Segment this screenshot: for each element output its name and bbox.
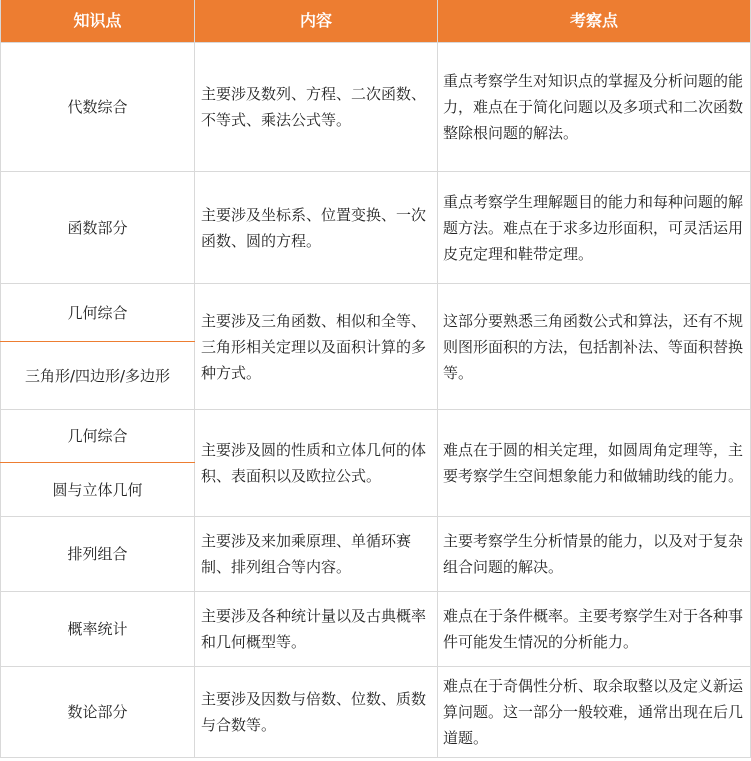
content-cell: 主要涉及三角函数、相似和全等、三角形相关定理以及面积计算的多种方式。	[195, 284, 438, 410]
table-row	[1, 284, 751, 342]
topic-cell: 数论部分	[1, 667, 195, 758]
focus-cell: 难点在于条件概率。主要考察学生对于各种事件可能发生情况的分析能力。	[438, 592, 751, 667]
content-cell: 主要涉及来加乘原理、单循环赛制、排列组合等内容。	[195, 517, 438, 592]
topic-cell: 几何综合	[1, 410, 195, 463]
focus-cell: 这部分要熟悉三角函数公式和算法，还有不规则图形面积的方法，包括割补法、等面积替换等。	[438, 284, 751, 410]
focus-cell: 重点考察学生理解题目的能力和每种问题的解题方法。难点在于求多边形面积，可灵活运用皮克定理和鞋带定理。	[438, 172, 751, 284]
subtopic-cell: 圆与立体几何	[1, 463, 195, 517]
subtopic-cell: 三角形/四边形/多边形	[1, 342, 195, 410]
topic-cell: 函数部分	[1, 172, 195, 284]
content-cell: 主要涉及坐标系、位置变换、一次函数、圆的方程。	[195, 172, 438, 284]
content-cell: 主要涉及各种统计量以及古典概率和几何概型等。	[195, 592, 438, 667]
table-row	[1, 172, 751, 284]
table-row	[1, 410, 751, 463]
topic-cell: 排列组合	[1, 517, 195, 592]
table-row	[1, 592, 751, 667]
content-cell: 主要涉及因数与倍数、位数、质数与合数等。	[195, 667, 438, 758]
focus-cell: 重点考察学生对知识点的掌握及分析问题的能力，难点在于简化问题以及多项式和二次函数整除根问题的解法。	[438, 43, 751, 172]
table-row	[1, 517, 751, 592]
table-row	[1, 667, 751, 758]
header-topic: 知识点	[1, 0, 195, 43]
topic-cell: 几何综合	[1, 284, 195, 342]
content-cell: 主要涉及数列、方程、二次函数、不等式、乘法公式等。	[195, 43, 438, 172]
table-header-row	[1, 0, 751, 43]
topic-cell: 概率统计	[1, 592, 195, 667]
focus-cell: 难点在于奇偶性分析、取余取整以及定义新运算问题。这一部分一般较难，通常出现在后几道题。	[438, 667, 751, 758]
header-focus: 考察点	[438, 0, 751, 43]
table-row	[1, 43, 751, 172]
header-content: 内容	[195, 0, 438, 43]
focus-cell: 主要考察学生分析情景的能力，以及对于复杂组合问题的解决。	[438, 517, 751, 592]
topic-cell: 代数综合	[1, 43, 195, 172]
focus-cell: 难点在于圆的相关定理，如圆周角定理等，主要考察学生空间想象能力和做辅助线的能力。	[438, 410, 751, 517]
content-cell: 主要涉及圆的性质和立体几何的体积、表面积以及欧拉公式。	[195, 410, 438, 517]
